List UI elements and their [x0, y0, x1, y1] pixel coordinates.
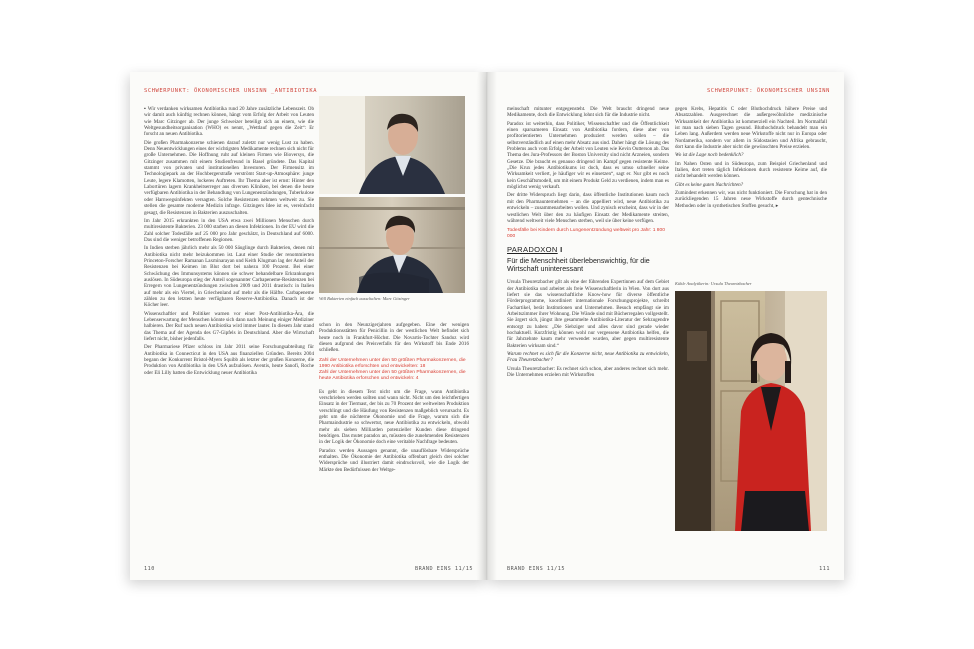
interview-question: Gibt es keine guten Nachrichten? — [675, 181, 744, 188]
stat-block: Todesfälle bei Kindern durch Lungenentzündung weltweit pro Jahr: 1 800 000 — [507, 228, 665, 240]
right-column-2 — [675, 106, 827, 211]
end-mark-icon: ▸ — [775, 202, 779, 209]
paragraph: gegen Krebs, Hepatitis C oder Bluthochdruck höhere Preise und Absatzzahlen. Ausgerechnet die außergewöhnliche medizinische Wirksamkeit der Antibiotika ist kommerziell ein Nachteil. Im Normalfall ist man nach sieben Tagen gesund. Bluthochdruck behandelt man ein Leben lang. Außerdem werden neue Wirkstoffe nicht nur in Europa oder Nordamerika, sondern vor allem in Südostasien und Afrika gebraucht, dort kann die Industrie aber nicht die gewünschten Preise erzielen. — [675, 106, 827, 151]
paragraph: Der Pharmariese Pfizer schloss im Jahr 2011 seine Forschungsabteilung für Antibiotika in Connecticut in den USA aus finanziellen Gründen. Bereits 2004 begann der Konkurrent Bristol-Myers Squibb als letzter der großen Konzerne, die Produktion von Antibiotika in den USA aufzulösen. Aventis, heute Sanofi, Roche oder Eli Lilly hatten die Entwicklung neuer Antibiotika — [144, 344, 314, 376]
paragraph: Paradox ist weiterhin, dass Politiker, Wissenschaftler und die Öffentlichkeit einen sparsameren Einsatz von Antibiotika fordern, diese aber von profitorientierten Unternehmen produziert werden sollen – die selbstverständlich auf einen mehr Absatz aus sind. Daher hängt die Lösung des Problems auch vom Erfolg der Arbeit von Leuten wie Kevin Outterson ab. Das Thema des Jura-Professors der Boston University sind nicht Arzneien, sondern Gesetze. Die braucht es genauso dringend im Kampf gegen resistente Keime. „Die Krux jedes Antibiotikums ist doch, dass es umso schneller seine Wirksamkeit verliert, je häufiger wir es einsetzen“, sagt er. Nur gibt es noch kein Geschäftsmodell, um mit einem Produkt Geld zu verdienen, indem man es möglichst wenig verkauft. — [507, 120, 669, 191]
section-title — [507, 244, 669, 254]
magazine-issue-left: BRAND EINS 11/15 — [415, 566, 473, 572]
left-column-2 — [319, 322, 469, 475]
paragraph: Im Jahr 2015 erkrankten in den USA etwa zwei Millionen Menschen durch multiresistente Bakterien. 23 000 starben an diesen Infektionen. In der EU wird die Zahl solcher Todesfälle auf 25 000 pro Jahr geschätzt, in Deutschland auf 6000. Das sind die weniger betroffenen Regionen. — [144, 217, 314, 243]
portrait-photo-bottom — [319, 197, 465, 293]
paragraph: meinschaft mitunter entgegensteht. Die Welt braucht dringend neue Medikamente, doch die Entwicklung lohnt sich für die Industrie nicht. — [507, 106, 669, 119]
paragraph: In Indien sterben jährlich mehr als 50 000 Säuglinge durch Bakterien, denen mit Antibiotika nicht mehr beizukommen ist. Laut einer Studie der renommierten Princeton-Forscher Ramanan Laxminarayan und Keith Klugman lag der Anteil der Resistenzen bei Keimen im Blut dort bei nahezu 100 Prozent. Bei einer Schwächung des Immunsystems können sie schwer behandelbare Erkrankungen auslösen. In Südeuropa stieg der Anteil sogenannter Carbapeneme-Resistenzen bei Erregern von Lungenentzündungen zwischen 2009 und 2011 drastisch: in Italien auf mehr als ein Viertel, in Griechenland auf mehr als die Hälfte. Carbapeneme zählen zu den letzten heute verfügbaren Reserve-Antibiotika. Danach ist der Köcher leer. — [144, 245, 314, 309]
section-headline: Für die Menschheit überlebenswichtig, für die Wirtschaft uninteressant — [507, 256, 650, 274]
interview-answer: Im Nahen Osten und in Südeuropa, zum Beispiel Griechenland und Italien, dort treten täglich Infektionen durch resistente Keime auf, die nicht behandelt werden können. — [675, 160, 827, 180]
section-number: I — [560, 244, 563, 254]
magazine-spread — [130, 72, 844, 580]
stat-line: Zahl der Unternehmen unter den 50 größten Pharmakonzernen, die heute Antibiotika erforschen und entwickeln: 4 — [319, 370, 466, 382]
stat-line: Zahl der Unternehmen unter den 50 größten Pharmakonzernen, die 1990 Antibiotika erforschten und entwickelten: 18 — [319, 357, 466, 369]
paragraph: Der dritte Widerspruch liegt darin, dass öffentliche Institutionen kaum noch mit den Pharmaunternehmen – an die appelliert wird, neue Antibiotika zu entwickeln – zusammenarbeiten wollen. Und zynisch erscheint, dass wir in der westlichen Welt über den zu häufigen Einsatz der Medikamente streiten, während weltweit viele Menschen sterben, weil sie über keine verfügen. — [507, 192, 669, 224]
portrait-photo-top — [319, 96, 465, 194]
paragraph: Die großen Pharmakonzerne schienen darauf zuletzt nur wenig Lust zu haben. Denn Neuentwicklungen eines der wichtigsten Medikamente rechnen sich nicht für große Unternehmen. Die Hoffnung ruht auf kleinen Firmen wie Bioversys, die Gitzinger zusammen mit einem Studienfreund in Basel gründete. Das Kapital stammt von privaten und institutionellen Investoren. Der Firmensitz im Technologiepark an der Hochbergerstraße verströmt Start-up-Atmosphäre: junge Leute, legere Klamotten, lockeres Auftreten. Ihr Thema aber ist ernst: Hinter den Labortüren lagern Krankheitserreger aus diversen Kliniken, bei denen die heute verfügbaren Antibiotika in der Behandlung von Lungenentzündungen, Tuberkulose oder Harnwegsinfekten versagten. Solche Resistenzen nehmen weltweit zu. Sie stellen die gesamte moderne Medizin infrage. Gitzingers Idee ist es, vereinfacht gesagt, die Resistenzen in Bakterien auszuschalten. — [144, 139, 314, 216]
interview-answer — [675, 190, 827, 209]
stat-block — [319, 358, 469, 383]
portrait-photo-woman — [675, 291, 827, 531]
portrait-photo-top-image — [319, 96, 465, 194]
paragraph: Wissenschaftler und Politiker warnen vor einer Post-Antibiotika-Ära, die Lebenserwartung der Menschen könnte sich dann nach Meinung einiger Mediziner halbieren. Der Ruf nach neuen Antibiotika wird immer lauter. In diesem Jahr stand das Thema auf der Agenda des G7-Gipfels in Deutschland. Aber die Wirtschaft liefert nicht, bisher jedenfalls. — [144, 310, 314, 343]
interview-answer-text: Zumindest erkennen wir, was nicht funktioniert. Die Forschung hat in den zurückliegenden 15 Jahren neue Wirkstoffe durch gentechnische Methoden oder in synthetischen Stoffen gesucht, — [675, 190, 827, 209]
paragraph: Paradox werden Aussagen genannt, die unauflösbare Widersprüche enthalten. Die Ökonomie der Antibiotika offenbart gleich drei solcher Widersprüche und illustriert damit eindrucksvoll, wie die Logik der Märkte den Bedürfnissen der Weltge- — [319, 447, 469, 473]
photo-caption-right: Kühle Analytikerin: Ursula Theuretzbacher — [675, 281, 752, 286]
paragraph: ▪ Wir verdanken wirksamen Antibiotika rund 20 Jahre zusätzliche Lebenszeit. Ob wir damit auch künftig rechnen können, hängt vom Erfolg der Arbeit von Leuten wie Marc Gitzinger ab. Der junge Schweizer beteiligt sich an einem, wie die Weltgesundheitsorganisation (WHO) es nennt, „Wettlauf gegen die Zeit“: Er forscht an neuen Antibiotika. — [144, 106, 314, 138]
photo-caption-left: Will Bakterien einfach ausschalten: Marc Gitzinger — [319, 296, 410, 301]
left-page — [130, 72, 487, 580]
paragraph: Es geht in diesem Text nicht um die Frage, wann Antibiotika verschrieben werden sollten und wann nicht. Nicht um den leichtfertigen Einsatz in der Tiermast, der bis zu 70 Prozent der weltweiten Produktion verschlingt und die Häufung von Resistenzen maßgeblich verursacht. Es geht um die nüchterne Ökonomie und die Frage, warum sich die Pharmaindustrie so schwertut, neue Antibiotika zu entwickeln, obwohl mehr als sieben Milliarden potenzieller Kunden diese dringend benötigen. Das mutet paradox an, müssten die zunehmenden Resistenzen in der Logik der Ökonomie doch eine veritable Nachfrage bedeuten. — [319, 388, 469, 446]
interview-question: Warum rechnet es sich für die Konzerne nicht, neue Antibiotika zu entwickeln, Frau Theuretzbacher? — [507, 351, 669, 364]
right-column-1 — [507, 106, 669, 381]
right-kicker: SCHWERPUNKT: ÖKONOMISCHER UNSINN — [706, 88, 830, 94]
portrait-photo-bottom-image — [319, 197, 465, 293]
paragraph: schon in den Neunzigerjahren aufgegeben. Eine der wenigen Produktionsstätten für Penicillin in der westlichen Welt befindet sich heute noch in Frankfurt-Höchst. Die Novartis-Tochter Sandoz wird diesen aufgrund des Preisverfalls für den Wirkstoff bis Ende 2016 schließen. — [319, 322, 469, 354]
paragraph: Ursula Theuretzbacher gilt als eine der führenden Expertinnen auf dem Gebiet der Antibiotika und arbeitet als freie Wissenschaftlerin in Wien. Von dort aus liefert sie das wissenschaftliche Know-how für diverse öffentliche Förderprogramme, koordiniert internationale Forschungsprojekte, schreibt Fachartikel, berät Institutionen und Unternehmen. Besuch empfängt sie im Arbeitszimmer ihrer Wohnung. Die Wände sind mit Bücherregalen vollgestellt. Sie ärgert sich, jüngst ihre gesammelte Antibiotika-Literatur der Sehzugendre entsorgt zu haben: „Die Siebziger und alles davor sind gerade wieder hochaktuell. Kurzfristig können wohl nur vergessene Antibiotika helfen, die für Jahrzehnte kaum mehr verwendet wurden, aber gegen multiresistente Bakterien wirksam sind.“ — [507, 279, 669, 349]
left-column-1 — [144, 106, 314, 378]
interview-answer: Ursula Theuretzbacher: Es rechnet sich schon, aber anderes rechnet sich mehr. Die Unternehmen erzielen mit Wirkstoffen — [507, 365, 669, 379]
page-number-left: 110 — [144, 566, 155, 572]
right-page — [487, 72, 844, 580]
left-kicker: SCHWERPUNKT: ÖKONOMISCHER UNSINN _ANTIBIOTIKA — [144, 88, 318, 94]
portrait-photo-woman-image — [675, 291, 827, 531]
magazine-issue-right: BRAND EINS 11/15 — [507, 566, 565, 572]
interview-question: Wo ist die Lage noch bedenklich? — [675, 152, 744, 159]
section-label: PARADOXON — [507, 244, 558, 254]
page-number-right: 111 — [819, 566, 830, 572]
